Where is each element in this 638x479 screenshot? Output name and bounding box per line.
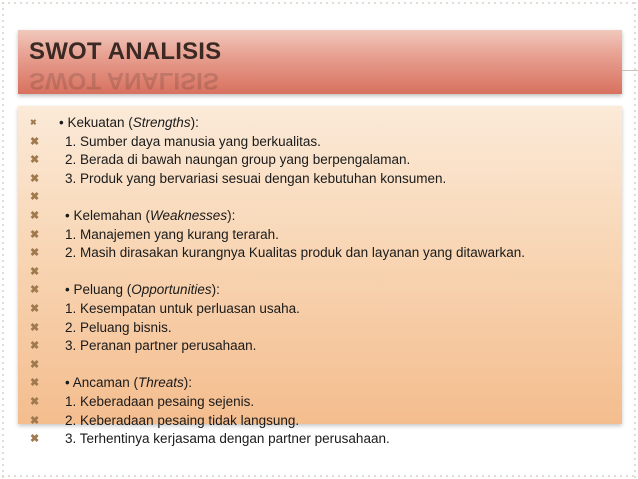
header-suffix: ): [190, 115, 199, 130]
list-item-text: 1. Kesempatan untuk perluasan usaha. [65, 300, 300, 316]
section-header-text [59, 114, 199, 133]
list-item-text: 3. Terhentinya kerjasama dengan partner perusahaan. [65, 431, 390, 447]
x-mark-icon: ✖ [30, 433, 40, 446]
x-mark-icon: ✖ [30, 228, 40, 241]
header-term: Weaknesses [150, 207, 228, 223]
x-mark-icon: ✖ [30, 191, 40, 204]
header-prefix: • Ancaman ( [65, 375, 139, 391]
list-item-text: 3. Peranan partner perusahaan. [65, 338, 257, 354]
list-item-text: 1. Keberadaan pesaing sejenis. [65, 393, 255, 409]
decorative-border-left [0, 0, 6, 479]
x-mark-icon: ✖ [30, 154, 40, 167]
header-suffix: ): [183, 375, 193, 391]
header-term: Opportunities [131, 282, 212, 298]
x-mark-icon: ✖ [30, 377, 40, 390]
list-item-text: 3. Produk yang bervariasi sesuai dengan kebutuhan konsumen. [65, 170, 447, 186]
x-mark-icon: ✖ [30, 172, 40, 185]
section-header-text [65, 207, 235, 226]
divider-line [622, 70, 638, 71]
x-mark-icon: ✖ [30, 321, 40, 334]
x-mark-icon: ✖ [30, 135, 40, 148]
decorative-border-bottom [0, 473, 638, 479]
content-box [18, 106, 622, 447]
header-prefix: • Kekuatan ( [59, 115, 133, 130]
list-item-text: 2. Keberadaan pesaing tidak langsung. [65, 412, 300, 428]
header-term: Strengths [132, 115, 191, 130]
slide-title-reflection: SWOT ANALISIS [29, 67, 219, 94]
header-term: Threats [138, 375, 184, 391]
header-prefix: • Kelemahan ( [65, 207, 151, 223]
decorative-border-top [0, 0, 638, 6]
list-item-text: 1. Manajemen yang kurang terarah. [65, 226, 279, 242]
x-mark-icon: ✖ [30, 395, 40, 408]
list-item-text: 1. Sumber daya manusia yang berkualitas. [65, 133, 321, 149]
title-band [18, 30, 622, 94]
section-header-text [65, 374, 192, 393]
header-suffix: ): [211, 282, 220, 298]
header-suffix: ): [227, 207, 236, 223]
x-mark-icon: ✖ [30, 265, 40, 278]
x-mark-icon: ✖ [30, 118, 37, 127]
x-mark-icon: ✖ [30, 247, 40, 260]
x-mark-icon: ✖ [30, 414, 40, 427]
header-prefix: • Peluang ( [65, 282, 132, 298]
list-item-text: 2. Masih dirasakan kurangnya Kualitas produk dan layanan yang ditawarkan. [65, 245, 526, 261]
x-mark-icon: ✖ [30, 284, 40, 297]
section-header-text [65, 281, 220, 300]
list-item-text: 2. Peluang bisnis. [65, 319, 172, 335]
x-mark-icon: ✖ [30, 340, 40, 353]
x-mark-icon: ✖ [30, 358, 40, 371]
x-mark-icon: ✖ [30, 209, 40, 222]
slide-title: SWOT ANALISIS [29, 38, 222, 65]
list-item-text: 2. Berada di bawah naungan group yang berpengalaman. [65, 152, 411, 168]
decorative-border-right [632, 0, 638, 479]
x-mark-icon: ✖ [30, 302, 40, 315]
